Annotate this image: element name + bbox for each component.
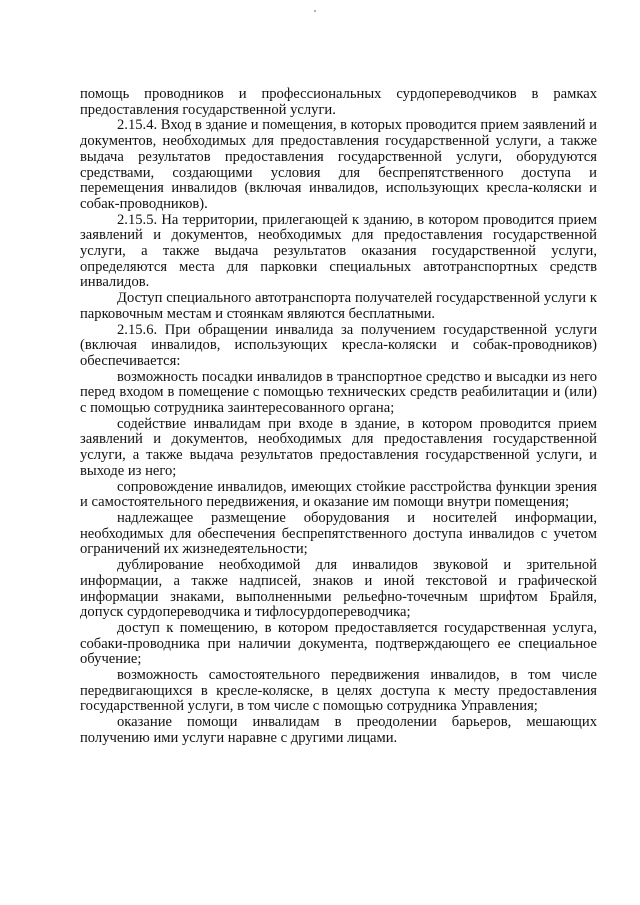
- list-item-barrier-assistance: оказание помощи инвалидам в преодолении барьеров, мешающих получению ими услуги наравне с другими лицами.: [80, 714, 597, 746]
- paragraph-continuation: помощь проводников и профессиональных сурдопереводчиков в рамках предоставления государственной услуги.: [80, 86, 597, 118]
- list-item-entry-assistance: содействие инвалидам при входе в здание, в котором проводится прием заявлений и документов, необходимых для предоставления государственной услуги, а также выдача результатов предоставления государственной услуги, и выходе из него;: [80, 415, 597, 479]
- list-item-equipment-placement: надлежащее размещение оборудования и носителей информации, необходимых для обеспечения беспрепятственного доступа инвалидов с учетом ограничений их жизнедеятельности;: [80, 509, 597, 558]
- list-item-guide-dog-access: доступ к помещению, в котором предоставляется государственная услуга, собаки-проводника при наличии документа, подтверждающего ее специальное обучение;: [80, 619, 597, 668]
- list-item-independent-movement: возможность самостоятельного передвижения инвалидов, в том числе передвигающихся в кресле-коляске, в целях доступа к месту предоставления государственной услуги, в том числе с помощью сотрудника Управления;: [80, 667, 597, 715]
- page-dot-mark: [314, 10, 316, 12]
- paragraph-2-15-5: 2.15.5. На территории, прилегающей к зданию, в котором проводится прием заявлений и документов, необходимых для предоставления государственной услуги, а также выдача результатов оказания государственной услуги, определяются места для парковки специальных автотранспортных средств инвалидов.: [80, 211, 597, 291]
- paragraph-2-15-6: 2.15.6. При обращении инвалида за получением государственной услуги (включая инвалидов, использующих кресла-коляски и собак-проводников) обеспечивается:: [80, 321, 597, 369]
- list-item-information-duplication: дублирование необходимой для инвалидов звуковой и зрительной информации, а также надписей, знаков и иной текстовой и графической информации знаками, выполненными рельефно-точечным шрифтом Брайля, допуск сурдопереводчика и тифлосурдопереводчика;: [80, 557, 597, 621]
- list-item-boarding: возможность посадки инвалидов в транспортное средство и высадки из него перед входом в помещение с помощью технических средств реабилитации и (или) с помощью сотрудника заинтересованного органа;: [80, 368, 597, 417]
- document-body: [80, 87, 597, 747]
- paragraph-parking-access: Доступ специального автотранспорта получателей государственной услуги к парковочным местам и стоянкам являются бесплатными.: [80, 290, 597, 322]
- list-item-escort: сопровождение инвалидов, имеющих стойкие расстройства функции зрения и самостоятельного передвижения, и оказание им помощи внутри помещения;: [80, 478, 597, 511]
- paragraph-2-15-4: 2.15.4. Вход в здание и помещения, в которых проводится прием заявлений и документов, необходимых для предоставления государственной услуги, а также выдача результатов предоставления государственной услуги, оборудуются средствами, создающими условия для беспрепятственного доступа и перемещения инвалидов (включая инвалидов, использующих кресла-коляски и собак-проводников).: [80, 117, 597, 212]
